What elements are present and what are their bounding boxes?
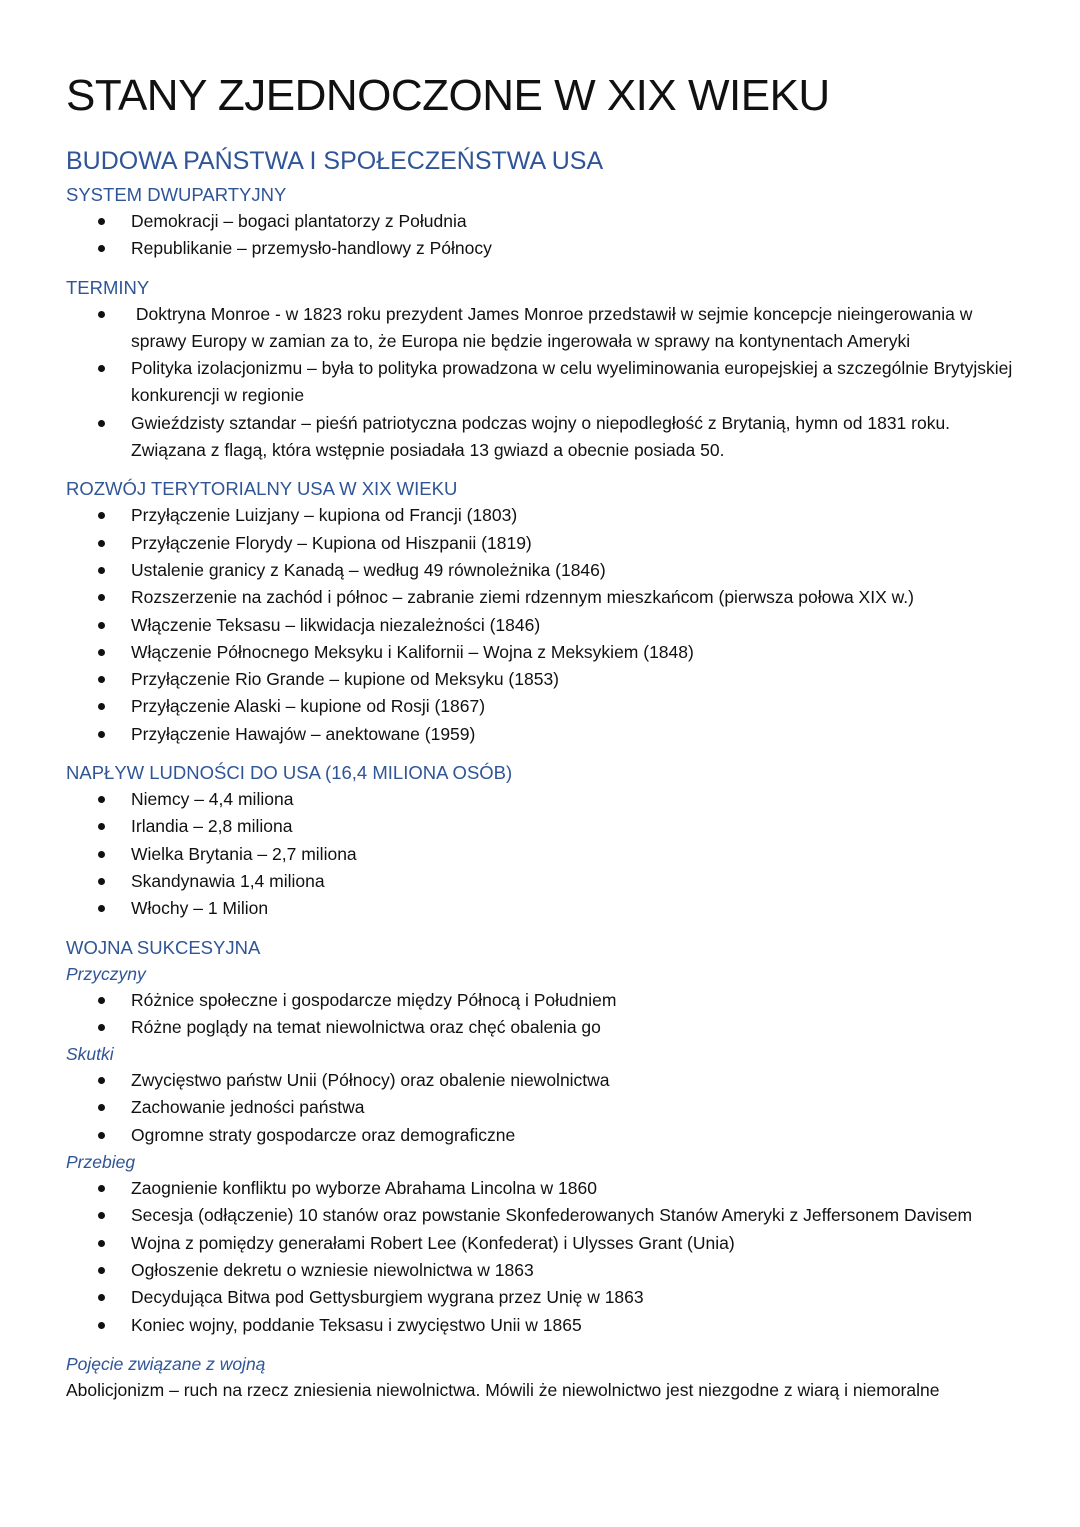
pojecie-text: Abolicjonizm – ruch na rzecz zniesienia niewolnictwa. Mówili że niewolnictwo jest niezgodne z wiarą i niemoralne [66,1379,940,1400]
bullet-icon [98,1132,105,1139]
list-item: Wojna z pomiędzy generałami Robert Lee (Konfederat) i Ulysses Grant (Unia) [66,1230,1016,1257]
list-skutki [66,1067,1016,1149]
subheading-skutki: Skutki [66,1044,114,1065]
bullet-icon [98,731,105,738]
bullet-icon [98,1240,105,1247]
list-rozwoj [66,502,1016,748]
bullet-icon [98,420,105,427]
list-item: Gwieździsty sztandar – pieśń patriotyczna podczas wojny o niepodległość z Brytanią, hymn od 1831 roku. Związana z flagą, która wstępnie posiadała 13 gwiazd a obecnie posiada 50. [66,410,1016,465]
list-item: Ogromne straty gospodarcze oraz demograficzne [66,1122,1016,1149]
bullet-icon [98,622,105,629]
bullet-icon [98,218,105,225]
list-item: Przyłączenie Rio Grande – kupione od Meksyku (1853) [66,666,1016,693]
list-przyczyny [66,987,1016,1042]
bullet-icon [98,1185,105,1192]
list-item: Różne poglądy na temat niewolnictwa oraz chęć obalenia go [66,1014,1016,1041]
list-item: Przyłączenie Alaski – kupione od Rosji (1867) [66,693,1016,720]
bullet-icon [98,1077,105,1084]
list-item: Ustalenie granicy z Kanadą – według 49 równoleżnika (1846) [66,557,1016,584]
bullet-icon [98,1267,105,1274]
list-item: Przyłączenie Luizjany – kupiona od Francji (1803) [66,502,1016,529]
heading-system: SYSTEM DWUPARTYJNY [66,184,287,205]
bullet-icon [98,512,105,519]
list-item: Rozszerzenie na zachód i północ – zabranie ziemi rdzennym mieszkańcom (pierwsza połowa XIX w.) [66,584,1016,611]
list-item: Przyłączenie Florydy – Kupiona od Hiszpanii (1819) [66,530,1016,557]
bullet-icon [98,796,105,803]
bullet-icon [98,851,105,858]
bullet-icon [98,905,105,912]
bullet-icon [98,1104,105,1111]
bullet-icon [98,1024,105,1031]
list-item: Różnice społeczne i gospodarcze między Północą i Południem [66,987,1016,1014]
list-item: Demokracji – bogaci plantatorzy z Południa [66,208,1016,235]
bullet-icon [98,823,105,830]
section-heading: BUDOWA PAŃSTWA I SPOŁECZEŃSTWA USA [66,147,604,175]
heading-wojna: WOJNA SUKCESYJNA [66,936,261,958]
list-item: Włączenie Teksasu – likwidacja niezależności (1846) [66,612,1016,639]
document-page [66,66,1016,1404]
bullet-icon [98,1294,105,1301]
subheading-przyczyny: Przyczyny [66,963,146,984]
bullet-icon [98,1322,105,1329]
bullet-icon [98,311,105,318]
subheading-przebieg: Przebieg [66,1152,136,1173]
list-item: Polityka izolacjonizmu – była to polityka prowadzona w celu wyeliminowania europejskiej a szczególnie Brytyjskiej konkurencji w regionie [66,355,1016,410]
heading-rozwoj: ROZWÓJ TERYTORIALNY USA W XIX WIEKU [66,478,458,500]
list-item: Secesja (odłączenie) 10 stanów oraz powstanie Skonfederowanych Stanów Ameryki z Jeffersonem Davisem [66,1202,1016,1229]
list-item: Zaognienie konfliktu po wyborze Abrahama Lincolna w 1860 [66,1175,1016,1202]
list-item: Włączenie Północnego Meksyku i Kalifornii – Wojna z Meksykiem (1848) [66,639,1016,666]
list-item: Wielka Brytania – 2,7 miliona [66,841,1016,868]
bullet-icon [98,365,105,372]
bullet-icon [98,567,105,574]
list-przebieg [66,1175,1016,1339]
page-title: STANY ZJEDNOCZONE W XIX WIEKU [66,71,830,120]
bullet-icon [98,676,105,683]
bullet-icon [98,997,105,1004]
subheading-pojecie: Pojęcie związane z wojną [66,1353,266,1374]
bullet-icon [98,245,105,252]
list-item: Decydująca Bitwa pod Gettysburgiem wygrana przez Unię w 1863 [66,1284,1016,1311]
list-item: Doktryna Monroe - w 1823 roku prezydent James Monroe przedstawił w sejmie koncepcje nieingerowania w sprawy Europy w zamian za to, że Europa nie będzie ingerowała w sprawy na kontynentach Ameryki [66,301,1016,356]
list-item: Koniec wojny, poddanie Teksasu i zwycięstwo Unii w 1865 [66,1312,1016,1339]
list-item: Skandynawia 1,4 miliona [66,868,1016,895]
list-item: Niemcy – 4,4 miliona [66,786,1016,813]
list-item: Ogłoszenie dekretu o wzniesie niewolnictwa w 1863 [66,1257,1016,1284]
heading-naplyw: NAPŁYW LUDNOŚCI DO USA (16,4 MILIONA OSÓB) [66,762,513,784]
list-item: Zachowanie jedności państwa [66,1094,1016,1121]
list-item: Irlandia – 2,8 miliona [66,813,1016,840]
heading-terminy: TERMINY [66,276,150,298]
list-item: Zwycięstwo państw Unii (Północy) oraz obalenie niewolnictwa [66,1067,1016,1094]
bullet-icon [98,594,105,601]
list-system [66,208,1016,263]
bullet-icon [98,703,105,710]
bullet-icon [98,878,105,885]
bullet-icon [98,649,105,656]
list-naplyw [66,786,1016,922]
list-item: Włochy – 1 Milion [66,895,1016,922]
list-item: Republikanie – przemysło-handlowy z Północy [66,235,1016,262]
list-item: Przyłączenie Hawajów – anektowane (1959) [66,721,1016,748]
bullet-icon [98,1212,105,1219]
bullet-icon [98,540,105,547]
list-terminy [66,301,1016,465]
